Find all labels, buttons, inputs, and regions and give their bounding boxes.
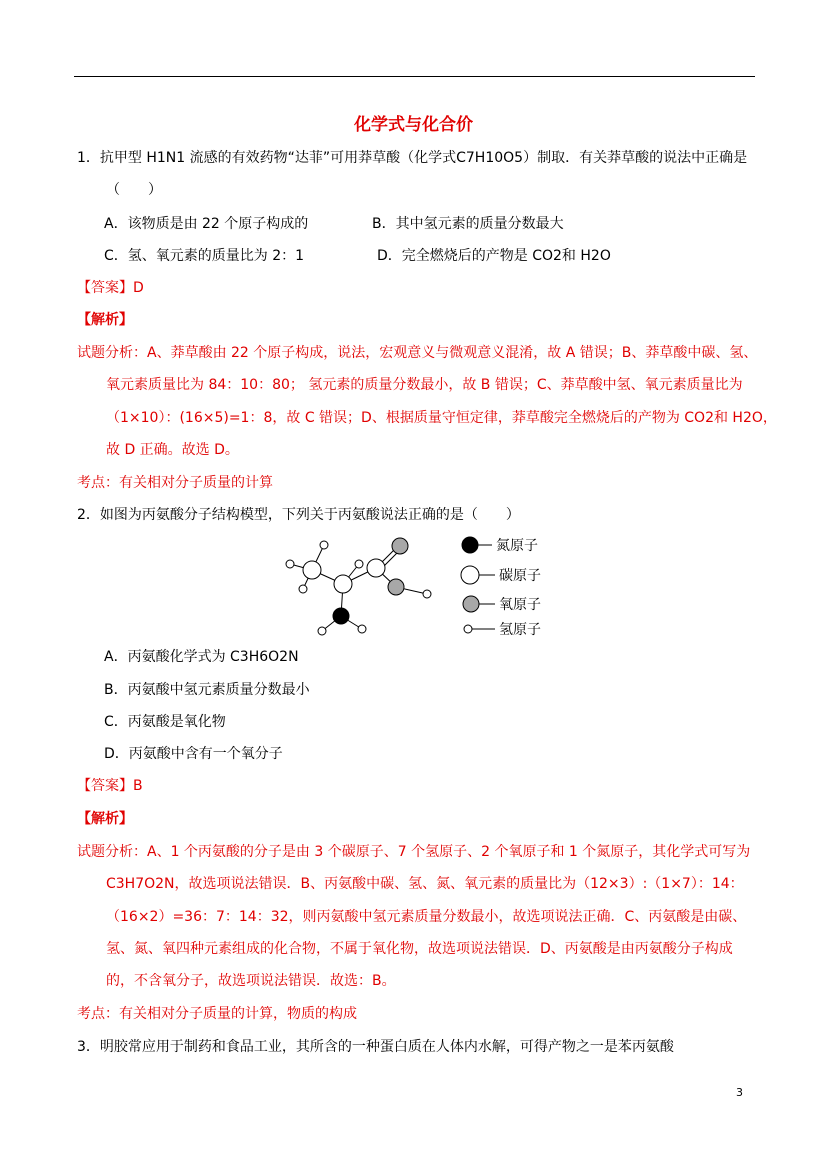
q1-answer: 【答案】D (77, 280, 144, 296)
q2-analysis-line: 试题分析：A、1 个丙氨酸的分子是由 3 个碳原子、7 个氢原子、2 个氧原子和 1 个氮原子，其化学式可写为 (77, 844, 751, 860)
hydrogen-atom (355, 560, 363, 568)
legend-hydrogen-icon (464, 625, 472, 633)
legend-oxygen-icon (463, 596, 479, 612)
q1-analysis-line: （1×10）：(16×5)=1：8，故 C 错误；D、根据质量守恒定律，莽草酸完全燃烧后的产物为 CO2和 H2O， (106, 410, 777, 426)
q1-option-d: D．完全燃烧后的产物是 CO2和 H2O (377, 248, 611, 264)
q3-stem: 3．明胶常应用于制药和食品工业，其所含的一种蛋白质在人体内水解，可得产物之一是苯丙氨酸 (77, 1039, 674, 1055)
legend-carbon-label: 碳原子 (499, 568, 541, 584)
q2-stem: 2．如图为丙氨酸分子结构模型，下列关于丙氨酸说法正确的是（ ） (77, 507, 520, 523)
oxygen-atom (392, 538, 408, 554)
carbon-atom (303, 561, 321, 579)
q1-analysis-line: 试题分析：A、莽草酸由 22 个原子构成，说法，宏观意义与微观意义混淆，故 A 错误；B、莽草酸中碳、氢、 (77, 345, 758, 361)
hydrogen-atom (320, 541, 328, 549)
q2-option-b: B．丙氨酸中氢元素质量分数最小 (104, 682, 310, 698)
legend-nitrogen-label: 氮原子 (496, 538, 538, 554)
hydrogen-atom (286, 560, 294, 568)
q1-option-b: B．其中氢元素的质量分数最大 (372, 216, 564, 232)
q2-option-a: A．丙氨酸化学式为 C3H6O2N (104, 649, 299, 665)
hydrogen-atom (318, 627, 326, 635)
q2-kaodian: 考点：有关相对分子质量的计算，物质的构成 (77, 1006, 357, 1022)
q1-analysis-line: 故 D 正确。故选 D。 (106, 442, 239, 458)
q2-analysis-line: （16×2）=36：7：14：32，则丙氨酸中氢元素质量分数最小，故选项说法正确．C、丙氨酸是由碳、 (106, 909, 747, 925)
legend-oxygen-label: 氧原子 (499, 597, 541, 613)
q2-analysis-label: 【解析】 (77, 811, 133, 827)
q1-option-a: A．该物质是由 22 个原子构成的 (104, 216, 309, 232)
hydrogen-atom (299, 585, 307, 593)
q2-option-d: D．丙氨酸中含有一个氧分子 (104, 746, 283, 762)
q2-analysis-line: 氢、氮、氧四种元素组成的化合物，不属于氧化物，故选项说法错误．D、丙氨酸是由丙氨酸分子构成 (106, 941, 733, 957)
nitrogen-atom (333, 608, 349, 624)
q2-option-c: C．丙氨酸是氧化物 (104, 714, 226, 730)
legend-hydrogen-label: 氢原子 (499, 622, 541, 638)
q2-analysis-line: C3H7O2N，故选项说法错误．B、丙氨酸中碳、氢、氮、氧元素的质量比为（12×3）:（1×7）：14： (106, 876, 744, 892)
q1-stem: 1．抗甲型 H1N1 流感的有效药物“达菲”可用莽草酸（化学式C7H10O5）制取．有关莽草酸的说法中正确是 (77, 150, 748, 166)
alanine-molecule-model (270, 528, 570, 642)
q1-blank: （ ） (106, 182, 162, 198)
carbon-atom (334, 575, 352, 593)
carbon-atom (367, 559, 385, 577)
page-title: 化学式与化合价 (354, 115, 473, 135)
hydrogen-atom (423, 590, 431, 598)
q1-analysis-line: 氧元素质量比为 84：10：80； 氢元素的质量分数最小，故 B 错误；C、莽草酸中氢、氧元素质量比为 (106, 377, 743, 393)
q2-answer: 【答案】B (77, 778, 143, 794)
oxygen-atom (388, 579, 404, 595)
legend-carbon-icon (461, 566, 479, 584)
q2-analysis-line: 的，不含氧分子，故选项说法错误．故选：B。 (106, 973, 396, 989)
legend-nitrogen-icon (462, 537, 478, 553)
q1-analysis-label: 【解析】 (77, 312, 133, 328)
header-rule (74, 76, 755, 77)
page-number: 3 (736, 1086, 743, 1099)
q1-kaodian: 考点：有关相对分子质量的计算 (77, 475, 273, 491)
hydrogen-atom (358, 625, 366, 633)
q1-option-c: C．氢、氧元素的质量比为 2：1 (104, 248, 305, 264)
